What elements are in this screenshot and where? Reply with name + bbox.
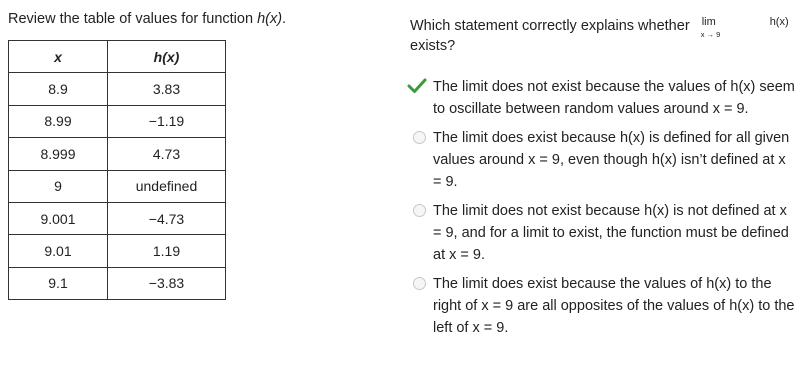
prompt-period: . xyxy=(282,11,287,27)
table-row xyxy=(9,170,226,202)
radio-button-icon[interactable] xyxy=(413,277,426,290)
cell-hx: 3.83 xyxy=(108,73,226,105)
header-x: x xyxy=(9,41,108,73)
question-text: Which statement correctly explains whether xyxy=(410,18,690,34)
table-prompt xyxy=(8,11,286,27)
cell-hx: undefined xyxy=(108,170,226,202)
cell-x: 9.01 xyxy=(9,235,108,267)
prompt-text: Review the table of values for function xyxy=(8,11,258,27)
answer-option-text: The limit does not exist because h(x) is not defined at x = 9, and for a limit to exist, the function must be defined at x = 9. xyxy=(433,203,789,263)
answer-options xyxy=(410,76,795,346)
cell-hx: −4.73 xyxy=(108,202,226,234)
answer-option-1[interactable] xyxy=(410,76,795,120)
table-header-row xyxy=(9,41,226,73)
cell-hx: −3.83 xyxy=(108,267,226,299)
radio-button-icon[interactable] xyxy=(413,131,426,144)
answer-option-text: The limit does exist because h(x) is defined for all given values around x = 9, even though h(x) isn’t defined at x = 9. xyxy=(433,130,790,190)
cell-x: 9.001 xyxy=(9,202,108,234)
limit-function: h(x) xyxy=(769,16,789,28)
answer-option-text: The limit does exist because the values of h(x) to the right of x = 9 are all opposites of the values of h(x) to the left of x = 9. xyxy=(433,276,795,336)
cell-hx: 1.19 xyxy=(108,235,226,267)
table-row xyxy=(9,105,226,137)
cell-hx: 4.73 xyxy=(108,138,226,170)
answer-option-text: The limit does not exist because the values of h(x) seem to oscillate between random values around x = 9. xyxy=(433,79,795,117)
cell-x: 8.999 xyxy=(9,138,108,170)
header-hx: h(x) xyxy=(108,41,226,73)
cell-x: 8.9 xyxy=(9,73,108,105)
answer-option-3[interactable] xyxy=(410,200,795,266)
answer-option-4[interactable] xyxy=(410,273,795,339)
checkmark-icon xyxy=(407,77,427,95)
values-table xyxy=(8,40,226,300)
radio-button-icon[interactable] xyxy=(413,204,426,217)
table-row xyxy=(9,235,226,267)
limit-word: lim xyxy=(701,16,716,28)
question-tail: exists? xyxy=(410,38,456,54)
question-stem xyxy=(410,12,789,40)
cell-x: 9 xyxy=(9,170,108,202)
limit-subscript: x → 9 xyxy=(700,30,721,39)
table-row xyxy=(9,202,226,234)
cell-x: 8.99 xyxy=(9,105,108,137)
cell-hx: −1.19 xyxy=(108,105,226,137)
answer-option-2[interactable] xyxy=(410,127,795,193)
table-row xyxy=(9,138,226,170)
table-row xyxy=(9,73,226,105)
cell-x: 9.1 xyxy=(9,267,108,299)
table-row xyxy=(9,267,226,299)
limit-expression xyxy=(700,12,746,39)
prompt-function: h(x) xyxy=(257,11,283,27)
